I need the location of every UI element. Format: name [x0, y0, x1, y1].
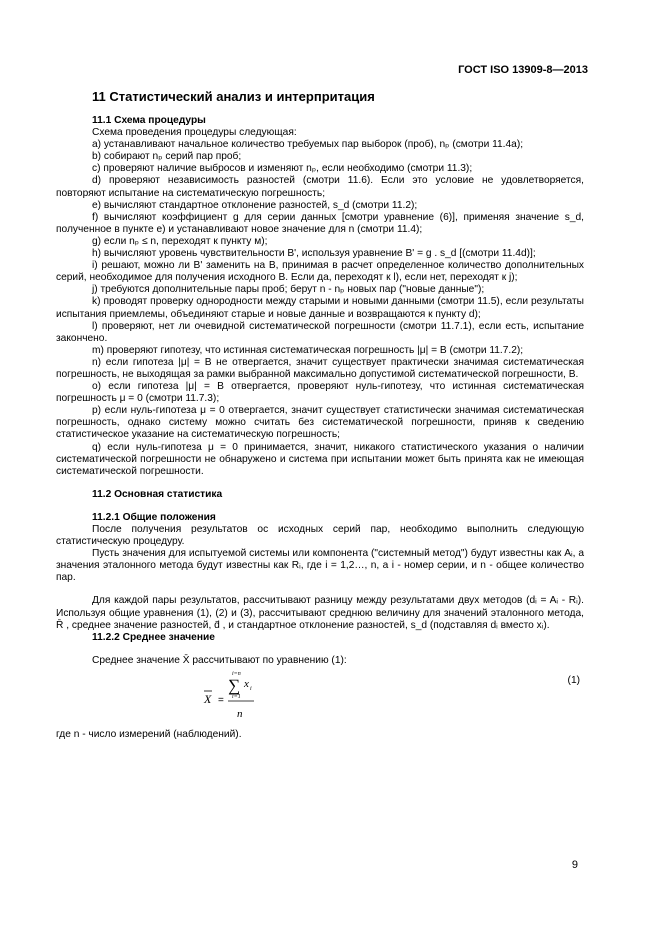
procedure-item-g: g) если nₚ ≤ n, переходят к пункту м); [92, 235, 268, 247]
document-body [56, 115, 584, 741]
subsection-heading-11-2-1: 11.2.1 Общие положения [92, 511, 216, 523]
procedure-item-j: j) требуются дополнительные пары проб; берут n - nₚ новых пар ("новые данные"); [92, 284, 485, 296]
mean-value-text: Среднее значение X̄ рассчитывают по уравнению (1): [92, 654, 347, 666]
procedure-item-q: q) если нуль-гипотеза μ = 0 принимается, значит, никакого статистического указания о наличии систематической погрешности не обнаружено и система при испытании может быть принята как не имеющая систематической погрешности. [56, 441, 584, 477]
formula-x-bar: X [204, 691, 212, 706]
subsection-heading-11-1: 11.1 Схема процедуры [92, 115, 206, 126]
procedure-item-p: р) если нуль-гипотеза μ = 0 отвергается, значит существует статистически значимая систематическая погрешность, однако систему можно считать без систематической погрешности, приняв к сведению статистическое указание на систематическую погрешность; [56, 405, 584, 441]
formula-sum-sign: ∑ [228, 675, 241, 695]
equation-number: (1) [567, 674, 580, 686]
procedure-intro: Схема проведения процедуры следующая: [92, 127, 297, 139]
page-number: 9 [571, 859, 578, 871]
where-text: где n - число измерений (наблюдений). [56, 728, 242, 740]
procedure-item-f: f) вычисляют коэффициент g для серии данных [смотри уравнение (6)], применяя значение s_d, полученное в пункте е) и устанавливают новое значение для n (смотри 11.4); [56, 211, 584, 235]
procedure-item-m: m) проверяют гипотезу, что истинная систематическая погрешность |μ| = B (смотри 11.7.2); [92, 344, 524, 356]
svg-text:n: n [237, 707, 243, 720]
general-para-2: Пусть значения для испытуемой системы или компонента ("системный метод") будут известны как Aᵢ, а значения эталонного метода будут известны как Rᵢ, где i = 1,2…, n, а i - номер серии, и n - общее количество пар. [56, 548, 584, 584]
svg-text:i=n: i=n [232, 670, 241, 677]
section-title: 11 Статистический анализ и интерпритация [92, 89, 375, 104]
svg-text:x: x [244, 677, 249, 690]
procedure-item-k: k) проводят проверку однородности между старыми и новыми данными (смотри 11.5), если результаты испытания приемлемы, объединяют старые и новые данные и возвращаются к пункту d); [56, 296, 584, 320]
procedure-item-o: о) если гипотеза |μ| = B отвергается, проверяют нуль-гипотезу, что истинная систематическая погрешность μ = 0 (смотри 11.7.3); [56, 381, 584, 405]
svg-text:i=1: i=1 [232, 693, 241, 700]
general-para-3: Для каждой пары результатов, рассчитывают разницу между результатами двух методов (dᵢ = Aᵢ - Rᵢ). Используя общие уравнения (1), (2) и (3), рассчитывают среднюю величину для значений эталонного метода, R̄ , среднее значение разностей, d̄ , и стандартное отклонение разностей, s_d (подставляя dᵢ вместо xᵢ). [56, 595, 584, 631]
procedure-item-d: d) проверяют независимость разностей (смотри 11.6). Если это условие не удовлетворяется, повторяют испытание на систематическую погрешность; [56, 175, 584, 199]
procedure-item-l: l) проверяют, нет ли очевидной систематической погрешности (смотри 11.7.1), если есть, испытание закончено. [56, 320, 584, 344]
svg-text:i: i [250, 685, 252, 692]
procedure-item-h: h) вычисляют уровень чувствительности B', используя уравнение B' = g . s_d [(смотри 11.4d)]; [92, 248, 536, 260]
procedure-item-a: а) устанавливают начальное количество требуемых пар выборок (проб), nₚ (смотри 11.4а); [92, 139, 524, 151]
equation-1 [56, 667, 584, 729]
procedure-item-i: i) решают, можно ли B' заменить на B, принимая в расчет определенное количество дополнительных серий, необходимое для получения исходного B. Если да, переходят к l), если нет, переходят к j); [56, 260, 584, 284]
subsection-heading-11-2-2: 11.2.2 Среднее значение [92, 631, 215, 643]
document-id-header: ГОСТ ISO 13909-8—2013 [458, 64, 588, 76]
procedure-item-b: b) собирают nₚ серий пар проб; [92, 151, 242, 163]
formula-equals: = [218, 694, 224, 706]
procedure-item-c: с) проверяют наличие выбросов и изменяют nₚ, если необходимо (смотри 11.3); [92, 163, 473, 175]
subsection-heading-11-2: 11.2 Основная статистика [92, 488, 223, 500]
mean-formula-graphic [56, 667, 584, 729]
procedure-item-n: n) если гипотеза |μ| = B не отвергается, значит существует практически значимая систематическая погрешность, не выходящая за рамки выбранной максимально допустимой систематической погрешности, B. [56, 356, 584, 380]
general-para-1: После получения результатов ос исходных серий пар, необходимо выполнить следующую статистическую процедуру. [56, 524, 584, 548]
procedure-item-e: е) вычисляют стандартное отклонение разностей, s_d (смотри 11.2); [92, 199, 418, 211]
